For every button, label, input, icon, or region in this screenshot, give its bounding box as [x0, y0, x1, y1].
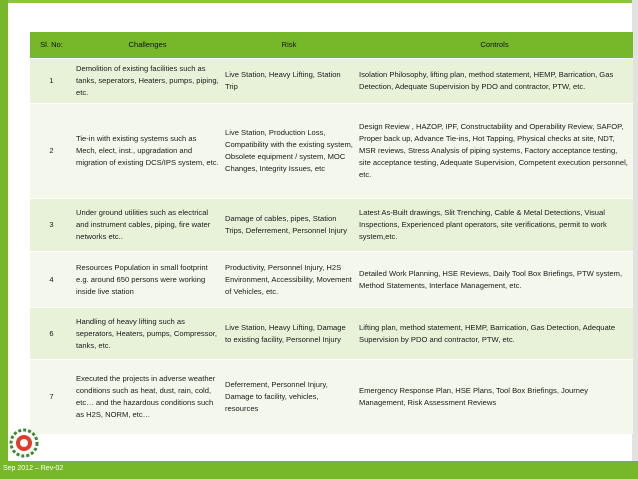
table-row	[30, 104, 633, 199]
row-risk: Live Station, Heavy Lifting, Station Trip	[222, 59, 356, 104]
row-sl-no: 3	[30, 199, 73, 252]
row-risk: Productivity, Personnel Injury, H2S Environment, Accessibility, Movement of Vehicles, etc.	[222, 252, 356, 308]
table-row	[30, 59, 633, 104]
table-row	[30, 308, 633, 360]
row-controls: Isolation Philosophy, lifting plan, method statement, HEMP, Barrication, Gas Detection, Adequate Supervision by PDO and contractor, PTW, etc.	[356, 59, 633, 104]
row-challenge: Tie-in with existing systems such as Mech, elect, inst., upgradation and migration of existing DCS/IPS system, etc.	[73, 104, 222, 199]
row-controls: Emergency Response Plan, HSE Plans, Tool Box Briefings, Journey Management, Risk Assessment Reviews	[356, 360, 633, 434]
row-challenge: Demolition of existing facilities such as tanks, seperators, Heaters, pumps, piping, etc.	[73, 59, 222, 104]
row-controls: Detailed Work Planning, HSE Reviews, Daily Tool Box Briefings, PTW system, Method Statements, Interface Management, etc.	[356, 252, 633, 308]
row-controls: Lifting plan, method statement, HEMP, Barrication, Gas Detection, Adequate Supervision by PDO and contractor, PTW, etc.	[356, 308, 633, 360]
table-row	[30, 360, 633, 434]
top-accent-line	[8, 0, 632, 3]
row-risk: Damage of cables, pipes, Station Trips, Deferrement, Personnel Injury	[222, 199, 356, 252]
table-header-row	[30, 32, 633, 59]
row-sl-no: 4	[30, 252, 73, 308]
row-controls: Latest As-Built drawings, Slit Trenching, Cable & Metal Detections, Visual Inspections, Experienced plant operators, site verifications, permit to work system,etc.	[356, 199, 633, 252]
footer-bar	[0, 461, 638, 479]
row-controls: Design Review , HAZOP, IPF, Constructability and Operability Review, SAFOP, Proper back up, Advance Tie-ins, Hot Tapping, Physical checks at site, NDT, MSR reviews, Stress Analysis of piping systems, Factory acceptance testing, site acceptance testing, Adequate Supervision, Competent execution personnel, etc.	[356, 104, 633, 199]
header-controls: Controls	[356, 32, 633, 59]
row-risk: Live Station, Production Loss, Compatibility with the existing system, Obsolete equipment / system, MOC Changes, Integrity Issues, etc	[222, 104, 356, 199]
row-sl-no: 1	[30, 59, 73, 104]
table-row	[30, 199, 633, 252]
row-sl-no: 7	[30, 360, 73, 434]
company-logo-icon	[9, 428, 39, 458]
row-sl-no: 2	[30, 104, 73, 199]
row-sl-no: 6	[30, 308, 73, 360]
row-challenge: Executed the projects in adverse weather conditions such as heat, dust, rain, cold, etc… and the hazardous conditions such as H2S, NORM, etc…	[73, 360, 222, 434]
left-accent-bar	[0, 0, 8, 479]
row-challenge: Under ground utilities such as electrical and instrument cables, piping, fire water networks etc..	[73, 199, 222, 252]
row-challenge: Resources Population in small footprint e.g. around 650 persons were working inside live station	[73, 252, 222, 308]
row-risk: Deferrement, Personnel Injury, Damage to facility, vehicles, resources	[222, 360, 356, 434]
header-sl-no: Sl. No:	[30, 32, 73, 59]
header-risk: Risk	[222, 32, 356, 59]
risk-controls-table	[30, 32, 633, 434]
footer-revision-text: Sep 2012 – Rev-02	[3, 465, 64, 472]
row-challenge: Handling of heavy lifting such as seperators, Heaters, pumps, Compressor, tanks, etc.	[73, 308, 222, 360]
row-risk: Live Station, Heavy Lifting, Damage to existing facility, Personnel Injury	[222, 308, 356, 360]
table-row	[30, 252, 633, 308]
header-challenges: Challenges	[73, 32, 222, 59]
